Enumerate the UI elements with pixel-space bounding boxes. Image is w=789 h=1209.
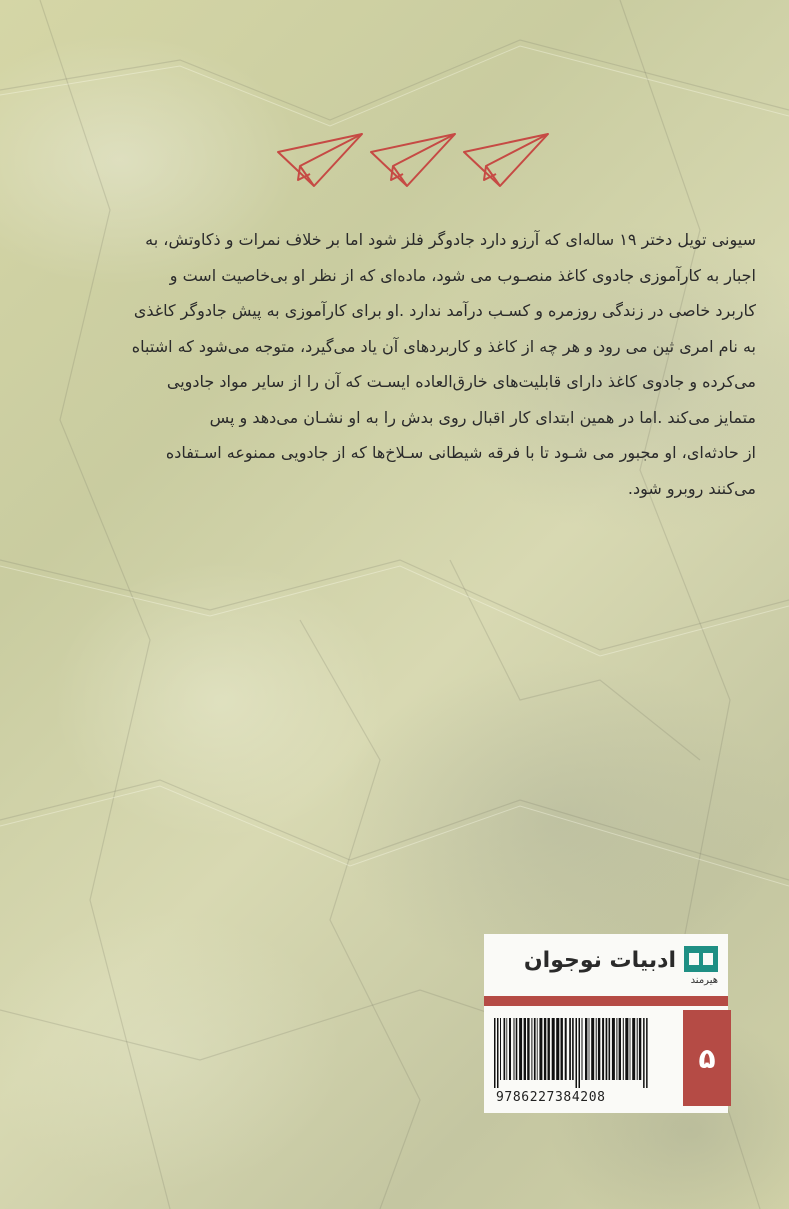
synopsis-line: سیونی تویل دختر ۱۹ ساله‌ای که آرزو دارد جادوگر فلز شود اما بر خلاف نمرات و ذکاوتش، به [145, 230, 756, 249]
paper-plane-icon [278, 134, 362, 186]
imprint-logo-icon [684, 946, 718, 972]
synopsis-line: کاربرد خاصی در زندگی روزمره و کسـب درآمد ندارد .او برای کارآموزی به پیش جادوگر کاغذی [133, 301, 756, 320]
accent-bar [484, 996, 728, 1006]
isbn-number: 9786227384208 [496, 1090, 606, 1105]
synopsis-line: متمایز می‌کند .اما در همین ابتدای کار اقبال روی بدش را به او نشـان می‌دهد و پس [209, 407, 756, 427]
publisher-name: هیرمند [690, 975, 718, 986]
synopsis-line: به نام امری ثین می رود و هر چه از کاغذ و کاربردهای آن یاد می‌گیرد، متوجه می‌شود که اشتباه [131, 336, 756, 356]
synopsis-line: اجبار به کارآموزی جادوی کاغذ منصـوب می شود، ماده‌ای که از نظر او بی‌خاصیت است و [169, 265, 756, 285]
imprint-header [484, 934, 728, 996]
age-rating-value: ۵ [698, 1042, 716, 1075]
synopsis-text [32, 222, 756, 506]
barcode-bars [492, 1018, 678, 1088]
synopsis-line: می‌کرده و جادوی کاغذ دارای قابلیت‌های خارق‌العاده ایسـت که آن را از سایر مواد جادویی [166, 372, 756, 391]
paper-plane-icon [464, 134, 548, 186]
synopsis-line: از حادثه‌ای، او مجبور می شـود تا با فرقه شیطانی سـلاخ‌ها که از جادویی ممنوعه اسـتفاده [165, 443, 756, 462]
imprint-title: ادبیات نوجوان [523, 948, 676, 973]
synopsis-line: می‌کنند روبرو شود. [627, 478, 756, 498]
paper-planes-ornament [270, 128, 560, 192]
age-rating-badge [683, 1010, 731, 1106]
paper-plane-icon [371, 134, 455, 186]
